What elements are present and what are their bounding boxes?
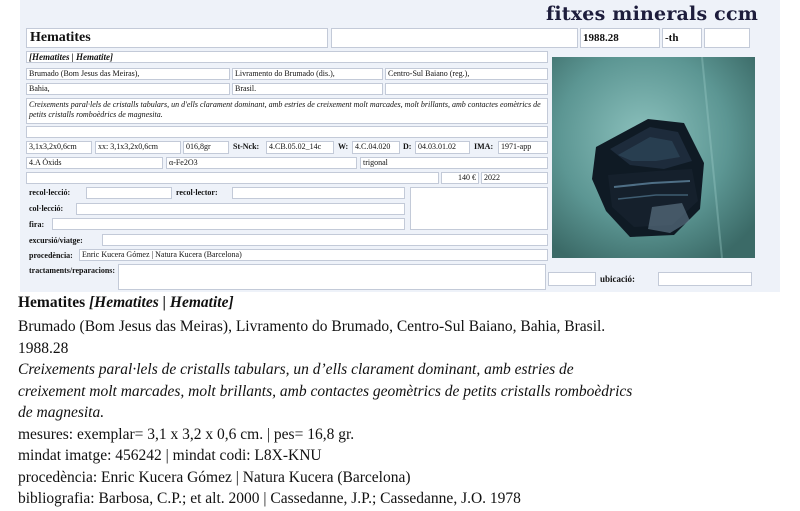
th-field[interactable]: -th [662,28,702,48]
locality-field-2[interactable]: Livramento do Brumado (dis.), [232,68,383,80]
blank-field[interactable] [26,172,439,184]
summary-name: Hematites [18,294,86,311]
procedencia-label: procedència: [29,251,73,260]
summary-procedencia: procedència: Enric Kucera Gómez | Natura Kucera (Barcelona) [18,469,411,486]
ubicacio-label: ubicació: [600,274,635,284]
crystal-system-field[interactable]: trigonal [360,157,548,169]
size-specimen-field[interactable]: 3,1x3,2x0,6cm [26,141,92,154]
summary-bibliografia: bibliografia: Barbosa, C.P.; et alt. 2000 | Cassedanne, J.P.; Cassedanne, J.O. 1978 [18,490,521,507]
recollector-field[interactable] [232,187,405,199]
notes-box[interactable] [410,187,548,230]
summary-number: 1988.28 [18,340,69,357]
recolleccio-label: recol·lecció: [29,188,71,197]
summary-description-1: Creixements paral·lels de cristalls tabulars, un d’ells clarament dominant, amb estries de [18,361,574,378]
catalog-number-field[interactable]: 1988.28 [580,28,660,48]
fira-field[interactable] [52,218,405,230]
w-field[interactable]: 4.C.04.020 [352,141,400,154]
summary-description-3: de magnesita. [18,404,105,421]
blank-field[interactable] [704,28,750,48]
recollector-label: recol·lector: [176,188,218,197]
tractaments-field[interactable] [118,264,546,290]
price-field[interactable]: 140 € [441,172,479,184]
brand-title: fitxes minerals ccm [546,3,759,25]
formula-field[interactable]: α-Fe2O3 [166,157,357,169]
d-label: D: [403,142,412,151]
tractaments-label: tractaments/reparacions: [29,266,116,275]
ima-field[interactable]: 1971-app [498,141,548,154]
summary-title [18,293,234,312]
summary-measures: mesures: exemplar= 3,1 x 3,2 x 0,6 cm. | pes= 16,8 gr. [18,426,355,443]
weight-field[interactable]: 016,8gr [183,141,229,154]
specimen-photo [552,57,755,258]
recolleccio-field[interactable] [86,187,172,199]
blank-field[interactable] [548,272,596,286]
locality-field-5[interactable]: Brasil. [232,83,383,95]
class-field[interactable]: 4.A Òxids [26,157,163,169]
blank-field[interactable] [26,126,548,138]
procedencia-field[interactable]: Enric Kucera Gómez | Natura Kucera (Barcelona) [79,249,548,261]
synonyms-field[interactable]: [Hematites | Hematite] [26,51,548,63]
blank-field[interactable] [331,28,578,48]
mineral-name-field[interactable]: Hematites [26,28,328,48]
locality-field-1[interactable]: Brumado (Bom Jesus das Meiras), [26,68,230,80]
locality-field-6[interactable] [385,83,548,95]
locality-field-3[interactable]: Centro-Sul Baiano (reg.), [385,68,548,80]
year-field[interactable]: 2022 [481,172,548,184]
colleccio-label: col·lecció: [29,204,64,213]
w-label: W: [338,142,349,151]
size-crystal-field[interactable]: xx: 3,1x3,2x0,6cm [95,141,181,154]
fira-label: fira: [29,220,45,229]
strunz-field[interactable]: 4.CB.05.02_14c [266,141,334,154]
d-field[interactable]: 04.03.01.02 [415,141,470,154]
strunz-label: St-Nck: [233,142,260,151]
summary-synonyms: [Hematites | Hematite] [89,294,234,311]
excursio-field[interactable] [102,234,548,246]
colleccio-field[interactable] [76,203,405,215]
excursio-label: excursió/viatge: [29,236,83,245]
ima-label: IMA: [474,142,494,151]
description-field[interactable]: Creixements paral·lels de cristalls tabulars, un d'ells clarament dominant, amb estries de creixement molt marcades, molt brillants, amb contactes eomètrics de petits cristalls romboèdrics de magnesita. [26,98,548,124]
summary-mindat: mindat imatge: 456242 | mindat codi: L8X-KNU [18,447,322,464]
summary-description-2: creixement molt marcades, molt brillants, amb contactes geomètrics de petits cristalls romboèdrics [18,383,633,400]
summary-locality: Brumado (Bom Jesus das Meiras), Livramento do Brumado, Centro-Sul Baiano, Bahia, Brasil. [18,318,606,335]
ubicacio-field[interactable] [658,272,752,286]
locality-field-4[interactable]: Bahia, [26,83,230,95]
